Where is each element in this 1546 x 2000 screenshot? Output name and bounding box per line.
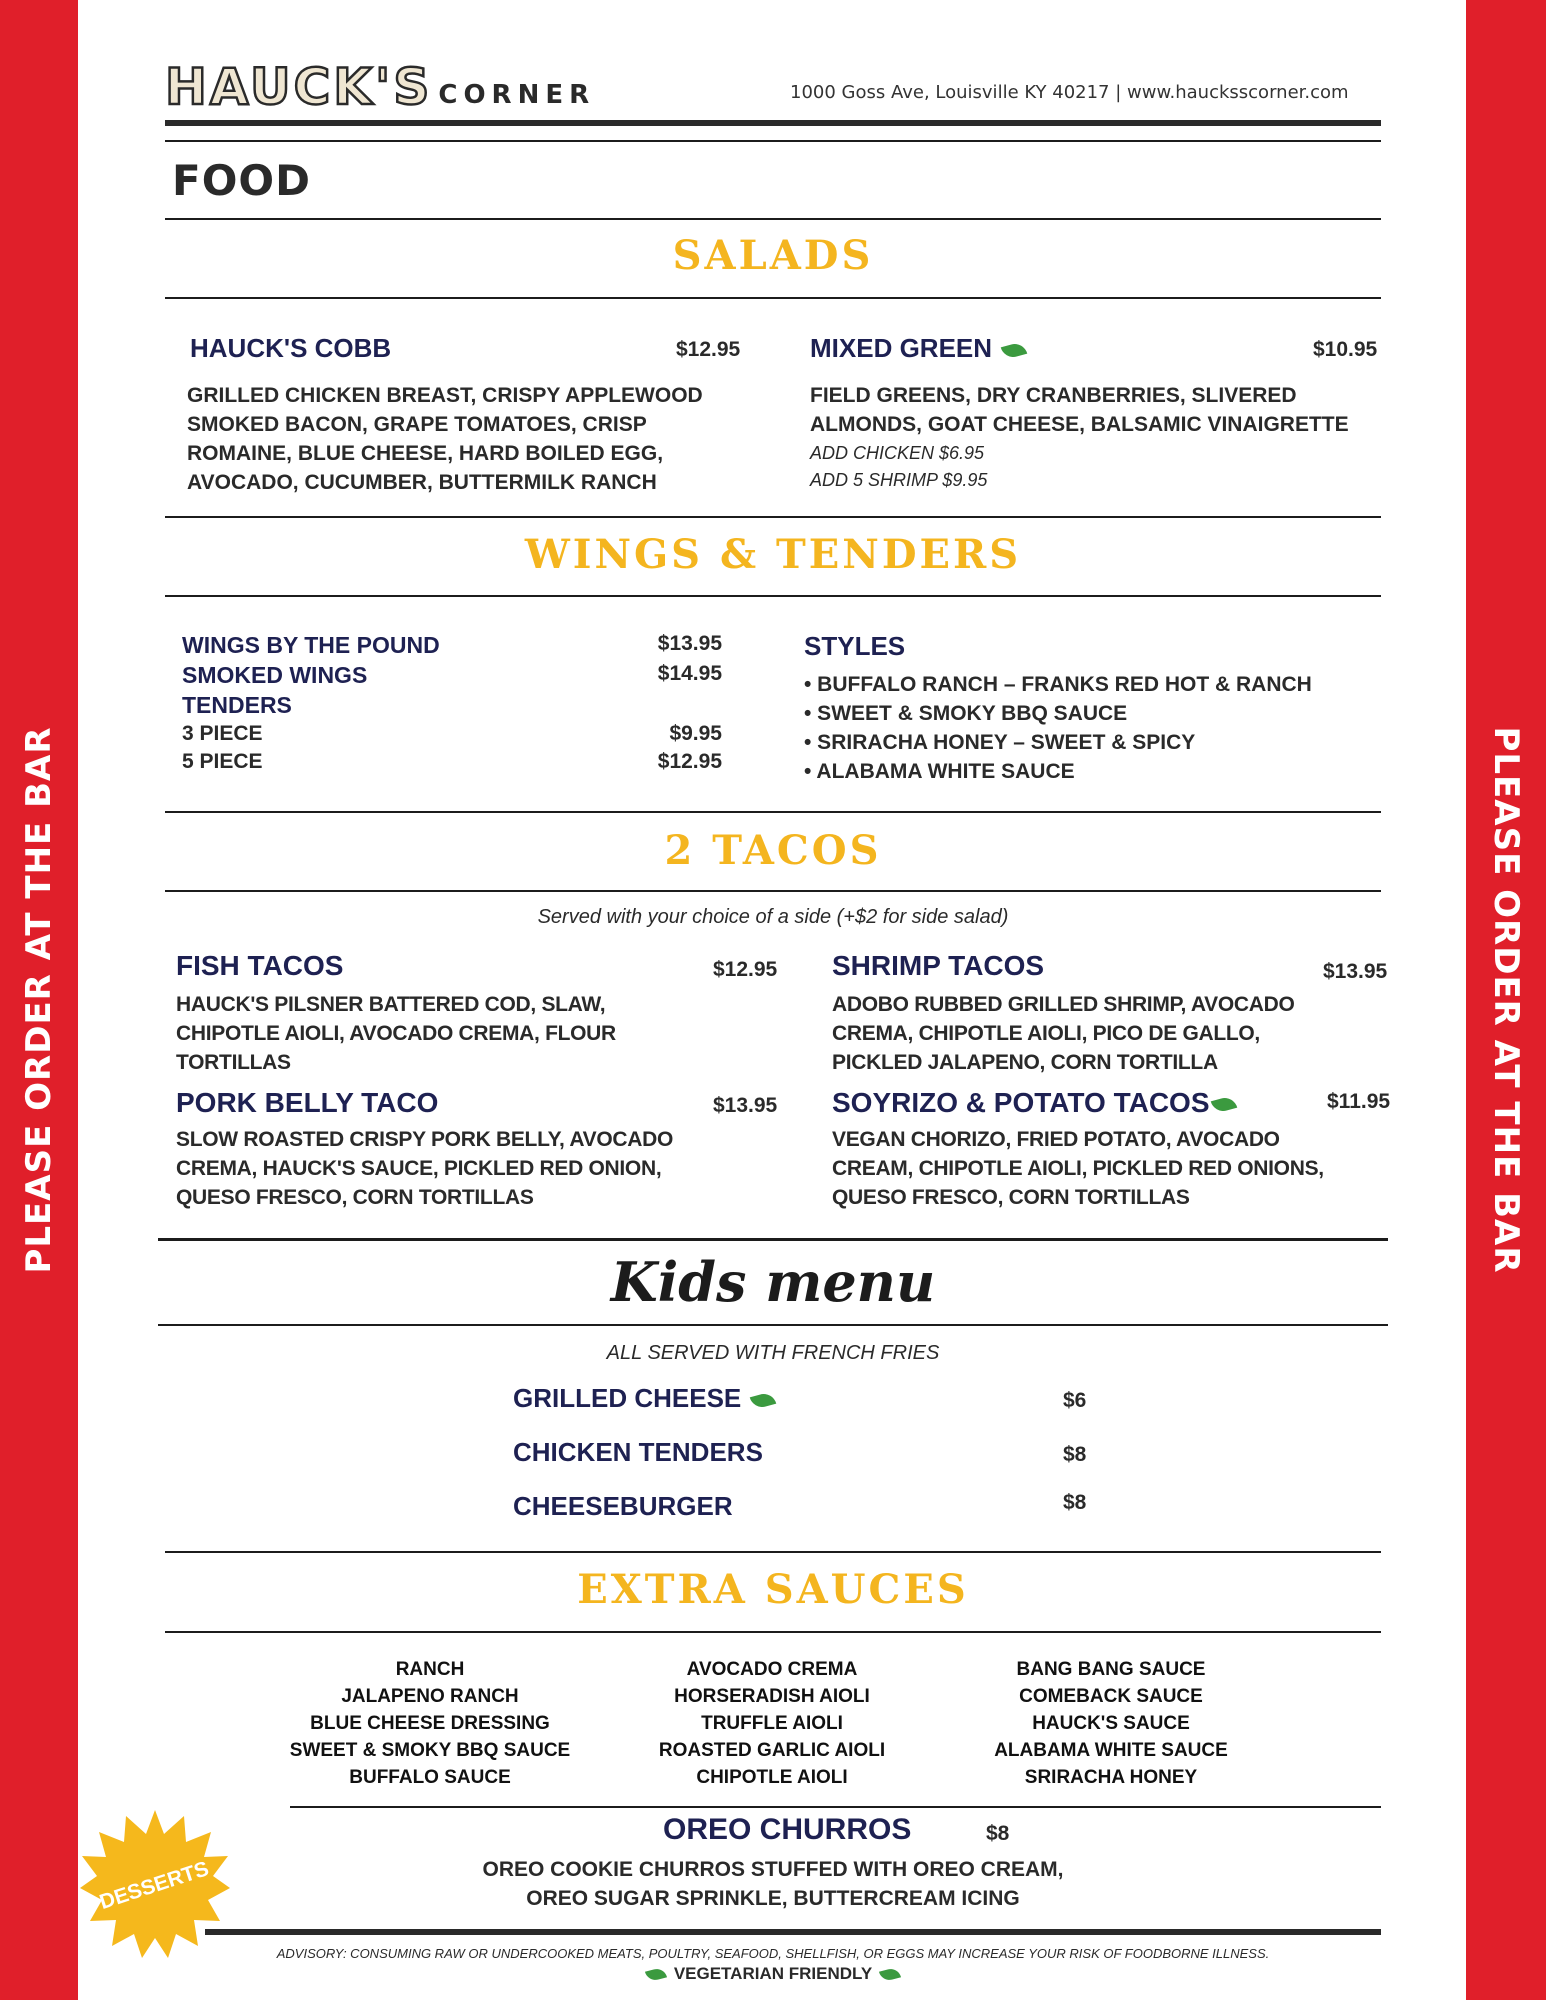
sauce-column — [612, 1656, 932, 1791]
dessert-price: $8 — [986, 1822, 1010, 1845]
menu-item-price: $13.95 — [1323, 960, 1388, 983]
wing-row — [182, 750, 722, 779]
style-item: • ALABAMA WHITE SAUCE — [804, 760, 1075, 783]
wing-row — [182, 632, 722, 661]
wing-label: 3 PIECE — [182, 722, 263, 745]
style-item: • SRIRACHA HONEY – SWEET & SPICY — [804, 731, 1196, 754]
sauce-item: SWEET & SMOKY BBQ SAUCE — [289, 1740, 571, 1761]
menu-item-name: SOYRIZO & POTATO TACOS — [832, 1087, 1236, 1119]
sauce-item: BUFFALO SAUCE — [349, 1767, 511, 1788]
sauce-item: CHIPOTLE AIOLI — [696, 1767, 848, 1788]
style-item: • SWEET & SMOKY BBQ SAUCE — [804, 702, 1128, 725]
wing-price: $12.95 — [657, 750, 722, 773]
divider — [165, 297, 1381, 299]
menu-item-name: HAUCK'S COBB — [190, 333, 392, 363]
menu-item-description: HAUCK'S PILSNER BATTERED COD, SLAW, CHIPOTLE AIOLI, AVOCADO CREMA, FLOUR TORTILLAS — [176, 993, 616, 1074]
tacos-title: 2 TACOS — [664, 827, 882, 874]
addon-note: ADD CHICKEN $6.95 — [810, 443, 985, 463]
leaf-icon — [1210, 1095, 1237, 1114]
menu-item-name: FISH TACOS — [176, 950, 344, 981]
sauce-item: SRIRACHA HONEY — [1024, 1767, 1198, 1788]
kids-subtitle: ALL SERVED WITH FRENCH FRIES — [606, 1342, 940, 1364]
dessert-description: OREO SUGAR SPRINKLE, BUTTERCREAM ICING — [526, 1887, 1020, 1910]
logo — [165, 58, 596, 116]
divider — [165, 811, 1381, 813]
divider — [165, 516, 1381, 518]
logo-sub-text: CORNER — [438, 80, 596, 110]
menu-item-description: GRILLED CHICKEN BREAST, CRISPY APPLEWOOD SMOKED BACON, GRAPE TOMATOES, CRISP ROMAINE, BLUE CHEESE, HARD BOILED EGG, AVOCADO, CUCUMBER, BUTTERMILK RANCH — [187, 384, 703, 494]
vegetarian-legend — [165, 1964, 1381, 1984]
kids-item-price: $8 — [1063, 1443, 1087, 1466]
kids-item-name: CHEESEBURGER — [513, 1491, 733, 1521]
wing-label: TENDERS — [182, 692, 292, 718]
tacos-subtitle: Served with your choice of a side (+$2 for side salad) — [537, 906, 1009, 928]
left-order-banner: PLEASE ORDER AT THE BAR — [19, 726, 59, 1274]
menu-item-description: FIELD GREENS, DRY CRANBERRIES, SLIVERED ALMONDS, GOAT CHEESE, BALSAMIC VINAIGRETTE — [810, 384, 1349, 436]
leaf-icon — [750, 1391, 777, 1410]
kids-item-price: $6 — [1063, 1389, 1087, 1412]
sauce-column — [270, 1656, 590, 1791]
sauce-item: ROASTED GARLIC AIOLI — [658, 1740, 886, 1761]
logo-main-text: HAUCK'S — [165, 58, 433, 116]
menu-item-price: $11.95 — [1327, 1090, 1391, 1113]
leaf-icon — [879, 1967, 901, 1983]
sauce-column — [951, 1656, 1271, 1791]
sauce-item: COMEBACK SAUCE — [1019, 1686, 1203, 1707]
wing-price: $9.95 — [669, 722, 722, 745]
sauce-item: HAUCK'S SAUCE — [1032, 1713, 1190, 1734]
page-title: FOOD — [172, 156, 311, 205]
wing-row — [182, 692, 722, 721]
wing-label: WINGS BY THE POUND — [182, 632, 440, 658]
style-item: • BUFFALO RANCH – FRANKS RED HOT & RANCH — [804, 673, 1312, 696]
right-order-banner: PLEASE ORDER AT THE BAR — [1486, 726, 1526, 1274]
footer-divider — [205, 1929, 1381, 1935]
sauce-item: TRUFFLE AIOLI — [701, 1713, 843, 1734]
wing-row — [182, 722, 722, 751]
kids-menu-title: Kids menu — [610, 1250, 936, 1314]
wing-label: 5 PIECE — [182, 750, 263, 773]
wing-price: $13.95 — [657, 632, 722, 655]
menu-item-description: VEGAN CHORIZO, FRIED POTATO, AVOCADO CREAM, CHIPOTLE AIOLI, PICKLED RED ONIONS, QUESO FRESCO, CORN TORTILLAS — [832, 1128, 1324, 1209]
sauce-item: HORSERADISH AIOLI — [674, 1686, 870, 1707]
kids-item-name: CHICKEN TENDERS — [513, 1437, 763, 1467]
desserts-badge-text: DESSERTS — [96, 1857, 212, 1915]
advisory-text: ADVISORY: CONSUMING RAW OR UNDERCOOKED MEATS, POULTRY, SEAFOOD, SHELLFISH, OR EGGS MAY INCREASE YOUR RISK OF FOODBORNE ILLNESS. — [276, 1946, 1270, 1961]
menu-item-price: $12.95 — [713, 958, 778, 981]
kids-item-price: $8 — [1063, 1491, 1087, 1514]
leaf-icon — [1001, 341, 1028, 360]
divider — [165, 1551, 1381, 1553]
sauce-item: AVOCADO CREMA — [686, 1659, 858, 1680]
divider — [165, 218, 1381, 220]
styles-list — [804, 670, 1312, 786]
divider — [165, 595, 1381, 597]
leaf-icon — [645, 1967, 667, 1983]
header-divider — [165, 120, 1381, 126]
sauce-item: BANG BANG SAUCE — [1016, 1659, 1206, 1680]
divider — [165, 1631, 1381, 1633]
wing-label: SMOKED WINGS — [182, 662, 368, 688]
wing-row — [182, 662, 722, 691]
divider — [165, 890, 1381, 892]
dessert-description: OREO COOKIE CHURROS STUFFED WITH OREO CREAM, — [482, 1858, 1064, 1881]
menu-item-name: SHRIMP TACOS — [832, 950, 1045, 981]
menu-item-price: $12.95 — [676, 338, 741, 361]
sauces-title: EXTRA SAUCES — [577, 1566, 969, 1613]
sauce-item: RANCH — [395, 1659, 465, 1680]
menu-item-price: $13.95 — [713, 1094, 778, 1117]
menu-item-description: SLOW ROASTED CRISPY PORK BELLY, AVOCADO CREMA, HAUCK'S SAUCE, PICKLED RED ONION, QUESO FRESCO, CORN TORTILLAS — [176, 1128, 674, 1209]
addon-note: ADD 5 SHRIMP $9.95 — [810, 470, 988, 490]
menu-item-description: ADOBO RUBBED GRILLED SHRIMP, AVOCADO CREMA, CHIPOTLE AIOLI, PICO DE GALLO, PICKLED JALAPENO, CORN TORTILLA — [832, 993, 1295, 1074]
salads-title: SALADS — [672, 232, 874, 279]
styles-heading: STYLES — [804, 631, 906, 661]
kids-item-name: GRILLED CHEESE — [513, 1383, 775, 1414]
sauce-item: JALAPENO RANCH — [341, 1686, 519, 1707]
header-divider-thin — [165, 140, 1381, 142]
address-line: 1000 Goss Ave, Louisville KY 40217 | www.haucksscorner.com — [790, 82, 1349, 103]
divider — [290, 1806, 1381, 1808]
divider — [158, 1238, 1388, 1241]
dessert-name: OREO CHURROS — [663, 1813, 912, 1846]
menu-item-name: MIXED GREEN — [810, 333, 1026, 364]
menu-item-price: $10.95 — [1313, 338, 1378, 361]
divider — [158, 1324, 1388, 1326]
sauce-item: ALABAMA WHITE SAUCE — [994, 1740, 1228, 1761]
menu-item-name: PORK BELLY TACO — [176, 1087, 439, 1118]
vegetarian-legend-label: VEGETARIAN FRIENDLY — [673, 1964, 873, 1983]
sauce-item: BLUE CHEESE DRESSING — [310, 1713, 550, 1734]
wings-title: WINGS & TENDERS — [524, 531, 1022, 578]
wing-price: $14.95 — [657, 662, 722, 685]
